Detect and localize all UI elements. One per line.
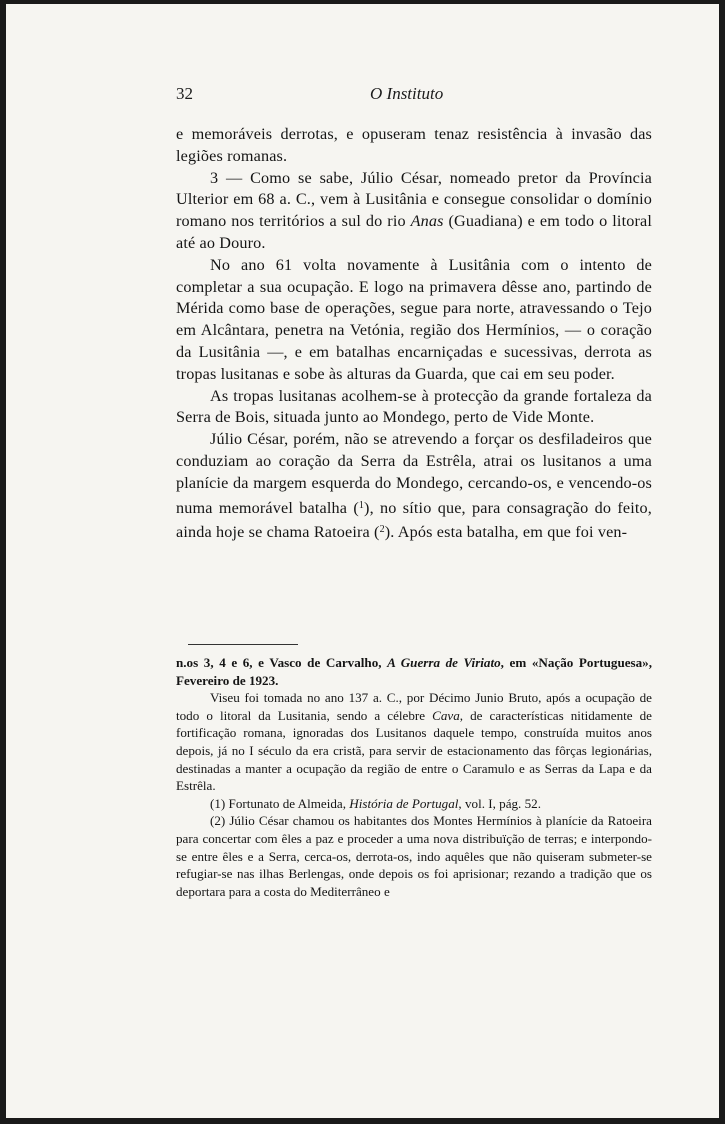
book-page	[6, 4, 719, 1118]
paragraph: Júlio César, porém, não se atrevendo a forçar os desfiladeiros que conduziam ao coração da Serra da Estrêla, atrai os lusitanos a uma planície da margem esquerda do Mondego, cercando-os, e vencendo-os numa memorável batalha ($^1$), no sítio que, para consagração do feito, ainda hoje se chama Ratoeira ($^2$). Após esta batalha, em que foi ven-	[176, 430, 652, 542]
footnote-marker: (2)	[210, 813, 226, 829]
running-head: O Instituto	[370, 84, 444, 103]
footnote-divider	[188, 644, 298, 645]
paragraph: e memoráveis derrotas, e opuseram tenaz resistência à invasão das legiões romanas.	[176, 125, 652, 165]
footnote-ref: 2	[379, 524, 385, 536]
footnote-marker: (1)	[210, 795, 226, 811]
body-text	[176, 124, 652, 544]
footnote-1: (1) Fortunato de Almeida, História de Portugal, vol. I, pág. 52.	[210, 795, 541, 811]
page-number: 32	[176, 84, 193, 103]
footnote-paragraph: Viseu foi tomada no ano 137 a. C., por Décimo Junio Bruto, após a ocupação de todo o litoral da Lusitania, sendo a célebre Cava, de características nitidamente de fortificação romana, ignoradas dos Lusitanos daquele tempo, construída muitos anos depois, já no I século da era cristã, para servir de estacionamento das fôrças legionárias, destinadas a manter a ocupação da região de entre o Caramulo e as Serras da Lapa e da Estrêla.	[176, 690, 652, 794]
paragraph: 3 — Como se sabe, Júlio César, nomeado pretor da Província Ulterior em 68 a. C., vem à Lusitânia e consegue consolidar o domínio romano nos territórios a sul do rio Anas (Guadiana) e em todo o litoral até ao Douro.	[176, 168, 652, 252]
footnotes	[176, 654, 652, 900]
footnote-ref: 1	[358, 499, 365, 511]
footnote-2: (2) Júlio César chamou os habitantes dos Montes Hermínios à planície da Ratoeira para concertar com êles a paz e proceder a uma nova distribuïção de terras; e interpondo-se entre êles e a Serra, cerca-os, derrota-os, indo aquêles que não quiseram submeter-se refugiar-se nas ilhas Berlengas, onde depois os foi aprisionar; rezando a tradição que os deportara para a costa do Mediterrâneo e	[176, 813, 652, 899]
paragraph: As tropas lusitanas acolhem-se à protecção da grande fortaleza da Serra de Bois, situada junto ao Mondego, perto de Vide Monte.	[176, 386, 652, 427]
paragraph: No ano 61 volta novamente à Lusitânia com o intento de completar a sua ocupação. E logo na primavera dêsse ano, partindo de Mérida como base de operações, segue para norte, atravessando o Tejo em Alcântara, penetra na Vetónia, região dos Hermínios, — o coração da Lusitânia —, e em batalhas encarniçadas e sucessivas, derrota as tropas lusitanas e sobe às alturas da Guarda, que cai em seu poder.	[176, 255, 652, 383]
footnote-continuation: n.os 3, 4 e 6, e Vasco de Carvalho, A Guerra de Viriato, em «Nação Portuguesa», Fevereiro de 1923.	[176, 655, 653, 688]
page-header	[176, 84, 646, 110]
